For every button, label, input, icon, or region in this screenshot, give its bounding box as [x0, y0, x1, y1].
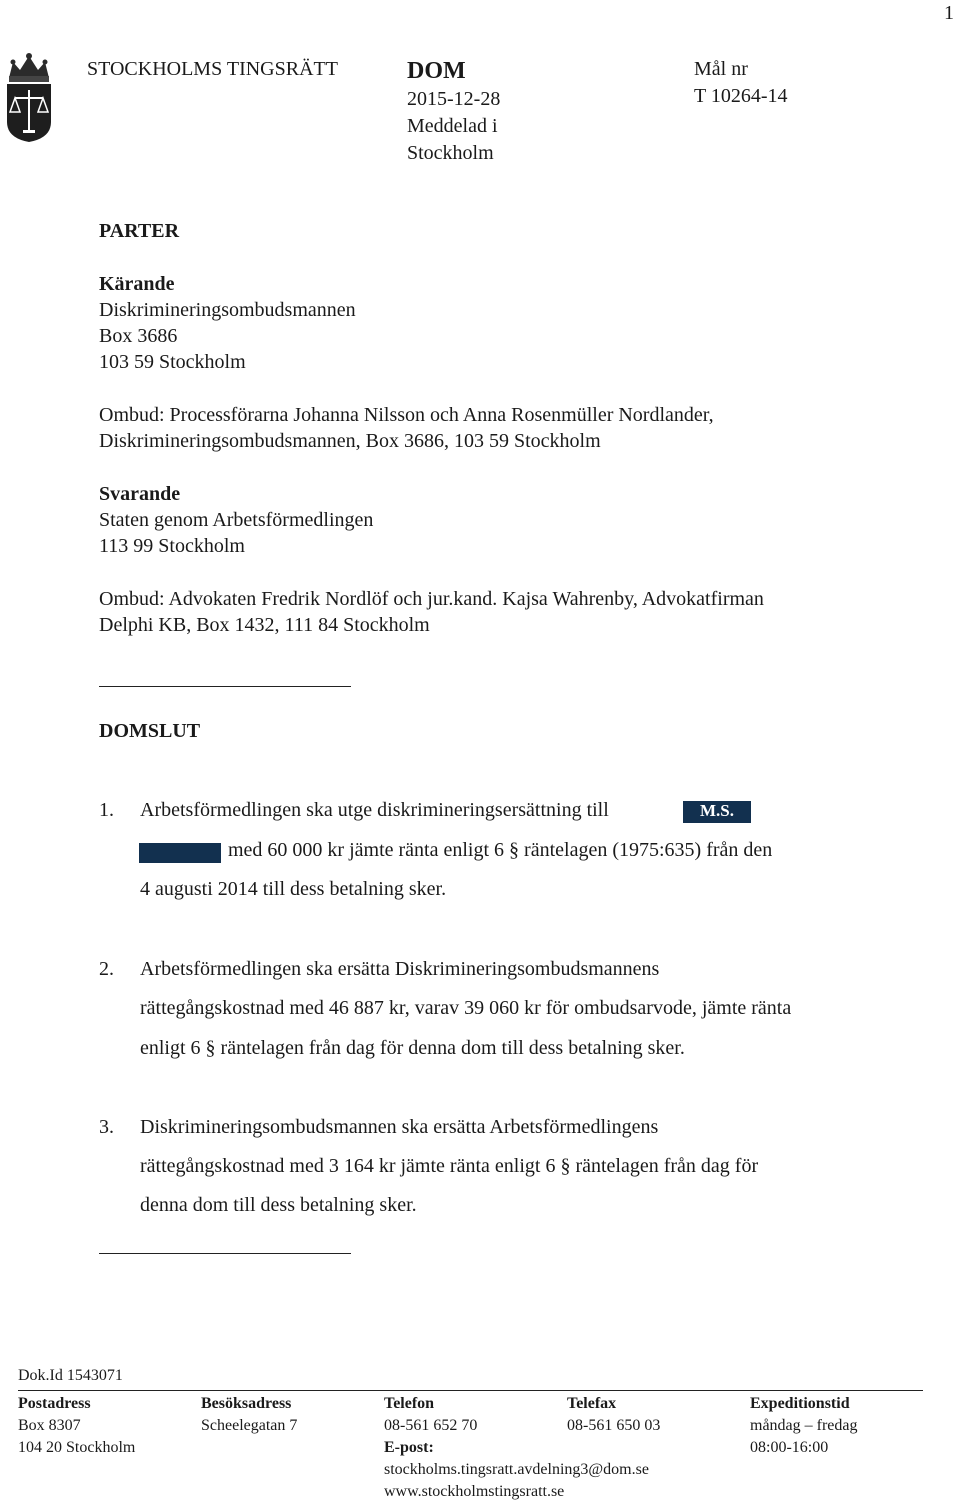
- court-name: STOCKHOLMS TINGSRÄTT: [87, 58, 338, 80]
- section-divider: [99, 1253, 351, 1254]
- defendant-counsel-line-2: Delphi KB, Box 1432, 111 84 Stockholm: [99, 614, 430, 636]
- case-label: Mål nr: [694, 58, 748, 80]
- plaintiff-counsel-line-1: Ombud: Processförarna Johanna Nilsson och Anna Rosenmüller Nordlander,: [99, 404, 714, 426]
- plaintiff-counsel-line-2: Diskrimineringsombudsmannen, Box 3686, 103 59 Stockholm: [99, 430, 601, 452]
- judgment-item-3-line-1: Diskrimineringsombudsmannen ska ersätta Arbetsförmedlingens: [140, 1116, 659, 1138]
- footer-email-link[interactable]: stockholms.tingsratt.avdelning3@dom.se: [384, 1461, 649, 1478]
- judgment-item-3-line-2: rättegångskostnad med 3 164 kr jämte ränta enligt 6 § räntelagen från dag för: [140, 1155, 759, 1177]
- footer-fax-line: 08-561 650 03: [567, 1417, 661, 1434]
- case-number: T 10264-14: [694, 85, 788, 107]
- judgment-item-2-line-2: rättegångskostnad med 46 887 kr, varav 39 060 kr för ombudsarvode, jämte ränta: [140, 997, 792, 1019]
- delivered-in-line-2: Stockholm: [407, 142, 494, 164]
- plaintiff-address-1: Box 3686: [99, 325, 178, 347]
- footer-fax-heading: Telefax: [567, 1395, 617, 1412]
- judgment-item-1-line-3: 4 augusti 2014 till dess betalning sker.: [140, 878, 447, 900]
- footer-postal-line: 104 20 Stockholm: [18, 1439, 136, 1456]
- defendant-label: Svarande: [99, 483, 181, 505]
- judgment-item-3-line-3: denna dom till dess betalning sker.: [140, 1194, 417, 1216]
- footer-phone-line: 08-561 652 70: [384, 1417, 478, 1434]
- plaintiff-name: Diskrimineringsombudsmannen: [99, 299, 356, 321]
- footer-hours-line: 08:00-16:00: [750, 1439, 829, 1456]
- document-type: DOM: [407, 58, 466, 84]
- judgment-item-2-line-3: enligt 6 § räntelagen från dag för denna dom till dess betalning sker.: [140, 1037, 685, 1059]
- footer-divider: [18, 1390, 923, 1391]
- defendant-name: Staten genom Arbetsförmedlingen: [99, 509, 374, 531]
- redacted-name-box: M.S.: [683, 801, 751, 823]
- judgment-item-1-line-2: med 60 000 kr jämte ränta enligt 6 § räntelagen (1975:635) från den: [228, 839, 773, 861]
- defendant-counsel-line-1: Ombud: Advokaten Fredrik Nordlöf och jur.kand. Kajsa Wahrenby, Advokatfirman: [99, 588, 764, 610]
- plaintiff-address-2: 103 59 Stockholm: [99, 351, 246, 373]
- footer-phone-heading: Telefon: [384, 1395, 435, 1412]
- defendant-address: 113 99 Stockholm: [99, 535, 245, 557]
- judgment-item-1-line-1: Arbetsförmedlingen ska utge diskrimineringsersättning till: [140, 799, 609, 821]
- footer-postal-heading: Postadress: [18, 1395, 91, 1412]
- footer-hours-line: måndag – fredag: [750, 1417, 858, 1434]
- footer-postal-line: Box 8307: [18, 1417, 81, 1434]
- footer-visit-heading: Besöksadress: [201, 1395, 292, 1412]
- judgment-item-2-line-1: Arbetsförmedlingen ska ersätta Diskrimineringsombudsmannens: [140, 958, 660, 980]
- document-id: Dok.Id 1543071: [18, 1367, 123, 1384]
- footer-visit-line: Scheelegatan 7: [201, 1417, 298, 1434]
- court-crest-icon: [3, 52, 55, 144]
- section-divider: [99, 686, 351, 687]
- redacted-name-box: [139, 843, 221, 863]
- plaintiff-label: Kärande: [99, 273, 175, 295]
- document-date: 2015-12-28: [407, 88, 501, 110]
- parties-heading: PARTER: [99, 220, 180, 242]
- footer-hours-heading: Expeditionstid: [750, 1395, 850, 1412]
- judgment-item-number: 2.: [99, 958, 114, 980]
- judgment-item-number: 1.: [99, 799, 114, 821]
- footer-email-label: E-post:: [384, 1439, 434, 1456]
- judgment-item-number: 3.: [99, 1116, 114, 1138]
- footer-website-link[interactable]: www.stockholmstingsratt.se: [384, 1483, 565, 1500]
- page-number: 1: [944, 2, 954, 24]
- judgment-heading: DOMSLUT: [99, 720, 201, 742]
- delivered-in-line-1: Meddelad i: [407, 115, 498, 137]
